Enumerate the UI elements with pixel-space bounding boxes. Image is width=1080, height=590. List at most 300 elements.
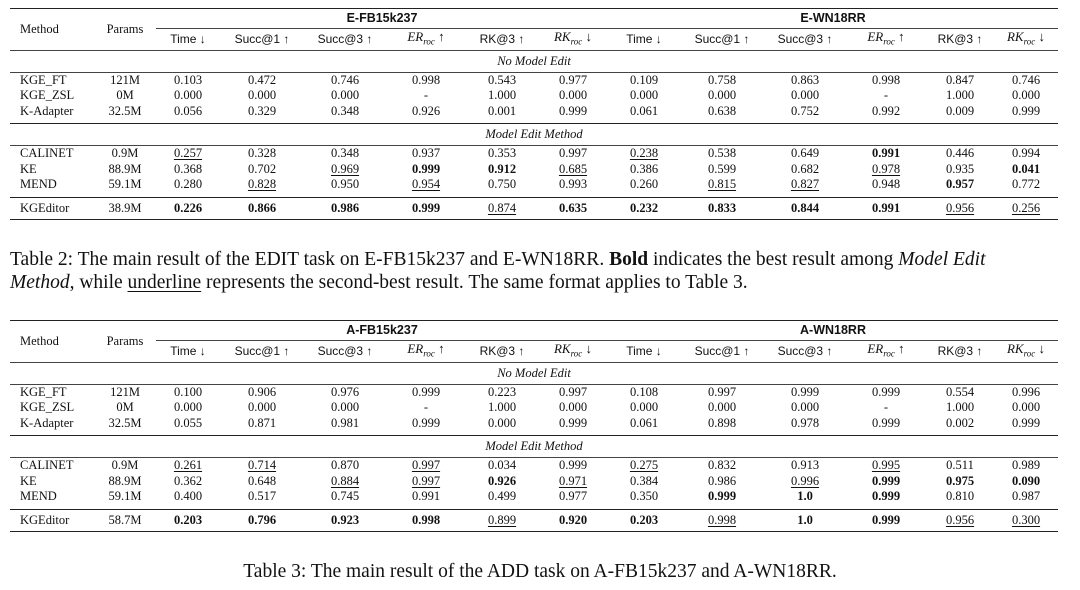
subheader-label: $ER_{roc}$ ↑ — [407, 29, 445, 47]
subheader-label: RK@3 ↑ — [479, 343, 525, 358]
value-cell — [304, 146, 386, 162]
section-row — [10, 436, 1058, 458]
value-text: 0.994 — [1011, 146, 1041, 161]
value-cell — [538, 384, 608, 400]
value-cell — [994, 146, 1058, 162]
value-text: 0.847 — [945, 72, 975, 87]
value-text: 0.999 — [411, 161, 441, 176]
value-text: 0.833 — [707, 200, 737, 215]
value-cell — [846, 88, 926, 104]
value-cell — [994, 72, 1058, 88]
value-text: 1.000 — [945, 400, 975, 415]
subheader-cell — [764, 341, 846, 363]
value-cell — [220, 489, 304, 505]
column-header-params: Params — [94, 9, 156, 51]
value-text: 0.538 — [707, 146, 737, 161]
value-cell — [994, 197, 1058, 219]
value-cell — [304, 72, 386, 88]
value-text: 0.056 — [173, 103, 203, 118]
table-2-caption — [10, 248, 1078, 294]
value-cell — [680, 72, 764, 88]
value-text: 0.090 — [1011, 473, 1041, 488]
table-3 — [10, 320, 1058, 532]
value-cell — [846, 197, 926, 219]
subheader-cell — [680, 341, 764, 363]
value-cell — [220, 400, 304, 416]
value-cell — [156, 104, 220, 120]
params-cell: 59.1M — [108, 177, 142, 192]
value-cell — [466, 458, 538, 474]
value-text: 0.350 — [629, 489, 659, 504]
value-cell — [846, 416, 926, 432]
value-text: 0.997 — [707, 384, 737, 399]
value-cell — [608, 400, 680, 416]
value-text: 0.041 — [1011, 161, 1041, 176]
value-text: 0.400 — [173, 489, 203, 504]
value-text: 0.226 — [173, 200, 203, 215]
value-text: 0.517 — [247, 489, 277, 504]
value-text: 0.796 — [247, 512, 277, 527]
value-cell — [926, 509, 994, 531]
value-text: 0.827 — [790, 177, 820, 192]
subheader-label: RK@3 ↑ — [479, 31, 525, 46]
table-row — [10, 509, 1058, 531]
value-text: 0.000 — [487, 415, 517, 430]
value-text: 0.997 — [411, 473, 441, 488]
value-cell — [466, 88, 538, 104]
params-cell: 59.1M — [108, 489, 142, 504]
value-text: 0.649 — [790, 146, 820, 161]
value-text: 0.993 — [558, 177, 588, 192]
value-cell — [156, 88, 220, 104]
value-cell — [156, 458, 220, 474]
subheader-cell — [220, 341, 304, 363]
value-cell — [764, 509, 846, 531]
value-text: 0.999 — [1011, 415, 1041, 430]
value-text: 0.685 — [558, 161, 588, 176]
value-cell — [926, 162, 994, 178]
value-text: 0.977 — [558, 72, 588, 87]
value-text: 0.682 — [790, 161, 820, 176]
value-text: 0.109 — [629, 72, 659, 87]
value-text: 0.828 — [247, 177, 277, 192]
value-text: 0.998 — [411, 72, 441, 87]
table-row — [10, 489, 1058, 505]
value-text: 0.000 — [247, 88, 277, 103]
method-cell: KE — [20, 161, 37, 176]
value-cell — [304, 88, 386, 104]
value-text: 0.956 — [945, 200, 975, 215]
value-text: 0.986 — [707, 473, 737, 488]
method-cell: MEND — [20, 489, 57, 504]
value-text: 0.815 — [707, 177, 737, 192]
subheader-cell — [386, 341, 466, 363]
value-text: 0.002 — [945, 415, 975, 430]
table-body — [10, 50, 1058, 219]
value-cell — [538, 88, 608, 104]
value-cell — [538, 416, 608, 432]
value-cell — [680, 509, 764, 531]
subheader-cell — [156, 341, 220, 363]
value-text: 0.998 — [707, 512, 737, 527]
value-text: 0.000 — [1011, 88, 1041, 103]
value-text: 0.923 — [330, 512, 360, 527]
table-row — [10, 197, 1058, 219]
subheader-label: Time ↓ — [170, 343, 206, 358]
value-text: 0.898 — [707, 415, 737, 430]
value-text: 0.000 — [173, 88, 203, 103]
column-header-method: Method — [10, 9, 94, 51]
subheader-label: $ER_{roc}$ ↑ — [867, 341, 905, 359]
value-cell — [764, 72, 846, 88]
method-cell: KGE_FT — [20, 72, 67, 87]
value-text: 0.999 — [558, 458, 588, 473]
value-cell — [764, 88, 846, 104]
value-cell — [846, 104, 926, 120]
params-cell: 0M — [116, 400, 134, 415]
value-text: 0.870 — [330, 458, 360, 473]
value-text: 0.884 — [330, 473, 360, 488]
value-text: 0.009 — [945, 103, 975, 118]
section-label: Model Edit Method — [10, 124, 1058, 146]
value-text: 0.232 — [629, 200, 659, 215]
value-text: 0.998 — [411, 512, 441, 527]
value-cell — [994, 474, 1058, 490]
value-cell — [156, 162, 220, 178]
value-text: 0.055 — [173, 415, 203, 430]
value-text: 0.329 — [247, 103, 277, 118]
value-cell — [386, 509, 466, 531]
value-cell — [608, 416, 680, 432]
value-cell — [156, 474, 220, 490]
method-cell: KE — [20, 473, 37, 488]
value-text: 0.948 — [871, 177, 901, 192]
subheader-cell — [994, 29, 1058, 51]
value-cell — [538, 197, 608, 219]
value-text: 0.000 — [629, 88, 659, 103]
value-text: 0.969 — [330, 161, 360, 176]
value-text: 0.998 — [871, 72, 901, 87]
value-text: 0.034 — [487, 458, 517, 473]
value-cell — [680, 400, 764, 416]
subheader-cell — [926, 341, 994, 363]
value-text: 0.978 — [790, 415, 820, 430]
value-cell — [846, 509, 926, 531]
value-text: 0.000 — [1011, 400, 1041, 415]
value-cell — [156, 72, 220, 88]
value-text: 1.0 — [797, 489, 813, 504]
value-cell — [386, 162, 466, 178]
group-header-right: A-WN18RR — [608, 321, 1058, 341]
value-text: - — [423, 88, 429, 103]
value-text: 0.368 — [173, 161, 203, 176]
table-row — [10, 474, 1058, 490]
value-cell — [466, 489, 538, 505]
subheader-cell — [220, 29, 304, 51]
value-text: 0.954 — [411, 177, 441, 192]
value-text: 0.906 — [247, 384, 277, 399]
params-cell: 38.9M — [94, 197, 156, 219]
subheader-label: Time ↓ — [170, 31, 206, 46]
value-text: 0.223 — [487, 384, 517, 399]
value-text: 0.203 — [629, 512, 659, 527]
value-text: 0.103 — [173, 72, 203, 87]
value-cell — [220, 162, 304, 178]
value-cell — [220, 177, 304, 193]
value-text: 0.000 — [247, 400, 277, 415]
value-text: 0.863 — [790, 72, 820, 87]
method-cell: KGE_ZSL — [20, 400, 75, 415]
value-text: 0.280 — [173, 177, 203, 192]
section-row — [10, 50, 1058, 72]
params-cell: 88.9M — [108, 161, 142, 176]
value-text: 0.348 — [330, 146, 360, 161]
value-text: 0.991 — [411, 489, 441, 504]
value-text: 0.999 — [558, 103, 588, 118]
section-label: No Model Edit — [10, 362, 1058, 384]
value-cell — [608, 88, 680, 104]
method-cell: K-Adapter — [20, 415, 74, 430]
table-row — [10, 104, 1058, 120]
value-text: 0.957 — [945, 177, 975, 192]
value-cell — [220, 88, 304, 104]
subheader-label: Succ@3 ↑ — [777, 31, 833, 46]
params-cell: 32.5M — [108, 415, 142, 430]
value-text: 0.000 — [790, 88, 820, 103]
subheader-cell — [156, 29, 220, 51]
value-cell — [764, 489, 846, 505]
value-cell — [926, 474, 994, 490]
value-cell — [538, 146, 608, 162]
method-cell: KGE_FT — [20, 384, 67, 399]
value-text: 0.866 — [247, 200, 277, 215]
value-cell — [764, 162, 846, 178]
subheader-label: Succ@3 ↑ — [777, 343, 833, 358]
subheader-cell — [994, 341, 1058, 363]
value-text: 0.987 — [1011, 489, 1041, 504]
value-cell — [538, 104, 608, 120]
params-cell: 0M — [116, 88, 134, 103]
value-text: 0.999 — [871, 489, 901, 504]
value-text: 0.935 — [945, 161, 975, 176]
subheader-label: $ER_{roc}$ ↑ — [407, 341, 445, 359]
value-cell — [926, 400, 994, 416]
section-label: No Model Edit — [10, 50, 1058, 72]
value-cell — [764, 197, 846, 219]
value-cell — [386, 88, 466, 104]
value-text: 0.746 — [1011, 72, 1041, 87]
value-text: 0.999 — [411, 415, 441, 430]
value-cell — [466, 509, 538, 531]
value-cell — [994, 88, 1058, 104]
value-cell — [466, 416, 538, 432]
value-text: 0.997 — [558, 146, 588, 161]
caption-text: represents the second-best result. The same format applies to Table 3. — [201, 272, 748, 293]
value-cell — [608, 458, 680, 474]
value-cell — [466, 162, 538, 178]
subheader-cell — [304, 29, 386, 51]
value-cell — [926, 72, 994, 88]
value-text: 0.758 — [707, 72, 737, 87]
group-header-left: A-FB15k237 — [156, 321, 608, 341]
value-cell — [538, 400, 608, 416]
value-cell — [994, 489, 1058, 505]
value-cell — [680, 416, 764, 432]
value-cell — [156, 146, 220, 162]
value-text: 0.999 — [707, 489, 737, 504]
table-row — [10, 400, 1058, 416]
value-cell — [846, 474, 926, 490]
value-text: 1.000 — [487, 400, 517, 415]
value-cell — [304, 384, 386, 400]
value-cell — [680, 458, 764, 474]
caption-underline-word: underline — [127, 272, 202, 293]
table-row — [10, 72, 1058, 88]
value-cell — [304, 400, 386, 416]
subheader-row — [10, 29, 1058, 51]
value-text: 0.001 — [487, 103, 517, 118]
value-text: 1.000 — [945, 88, 975, 103]
value-cell — [846, 384, 926, 400]
table-row — [10, 416, 1058, 432]
value-text: 0.260 — [629, 177, 659, 192]
subheader-label: $ER_{roc}$ ↑ — [867, 29, 905, 47]
value-text: 0.599 — [707, 161, 737, 176]
value-cell — [846, 458, 926, 474]
subheader-cell — [846, 29, 926, 51]
value-cell — [304, 489, 386, 505]
value-cell — [926, 177, 994, 193]
caption-bold-word: Bold — [609, 249, 649, 270]
value-text: 0.926 — [411, 103, 441, 118]
value-cell — [386, 197, 466, 219]
value-cell — [926, 146, 994, 162]
value-cell — [926, 458, 994, 474]
value-cell — [926, 88, 994, 104]
subheader-label: $RK_{roc}$ ↓ — [553, 341, 593, 359]
value-cell — [926, 384, 994, 400]
params-cell: 121M — [110, 72, 140, 87]
value-text: 0.543 — [487, 72, 517, 87]
value-text: 0.275 — [629, 458, 659, 473]
value-cell — [926, 104, 994, 120]
value-cell — [608, 72, 680, 88]
value-cell — [156, 489, 220, 505]
subheader-label: Time ↓ — [626, 31, 662, 46]
table-row — [10, 88, 1058, 104]
value-text: 0.832 — [707, 458, 737, 473]
value-cell — [386, 146, 466, 162]
caption-italic-text: Model Edit — [898, 249, 986, 270]
subheader-cell — [608, 29, 680, 51]
value-cell — [304, 458, 386, 474]
value-cell — [304, 474, 386, 490]
value-cell — [220, 197, 304, 219]
value-text: 0.937 — [411, 146, 441, 161]
value-text: 0.745 — [330, 489, 360, 504]
value-text: 0.511 — [946, 458, 974, 473]
value-cell — [846, 72, 926, 88]
value-text: 0.981 — [330, 415, 360, 430]
value-text: 0.752 — [790, 103, 820, 118]
method-cell: KGEditor — [10, 197, 94, 219]
value-text: 0.999 — [871, 512, 901, 527]
value-cell — [386, 474, 466, 490]
value-cell — [680, 197, 764, 219]
subheader-label: $RK_{roc}$ ↓ — [1006, 29, 1046, 47]
value-text: 0.996 — [1011, 384, 1041, 399]
value-cell — [846, 489, 926, 505]
value-cell — [386, 384, 466, 400]
subheader-cell — [466, 29, 538, 51]
value-text: 0.810 — [945, 489, 975, 504]
value-text: 0.976 — [330, 384, 360, 399]
value-text: 0.950 — [330, 177, 360, 192]
value-text: - — [883, 400, 889, 415]
subheader-cell — [538, 29, 608, 51]
value-text: 0.362 — [173, 473, 203, 488]
value-cell — [926, 416, 994, 432]
method-cell: KGEditor — [10, 509, 94, 531]
value-cell — [386, 489, 466, 505]
value-text: 0.328 — [247, 146, 277, 161]
table-row — [10, 384, 1058, 400]
value-cell — [538, 458, 608, 474]
subheader-row — [10, 341, 1058, 363]
value-cell — [386, 400, 466, 416]
method-cell: MEND — [20, 177, 57, 192]
value-cell — [608, 104, 680, 120]
value-cell — [386, 104, 466, 120]
subheader-label: Succ@1 ↑ — [234, 343, 290, 358]
subheader-label: Succ@3 ↑ — [317, 343, 373, 358]
subheader-cell — [538, 341, 608, 363]
value-text: 0.386 — [629, 161, 659, 176]
value-text: - — [883, 88, 889, 103]
subheader-label: Succ@3 ↑ — [317, 31, 373, 46]
subheader-label: $RK_{roc}$ ↓ — [1006, 341, 1046, 359]
value-cell — [156, 197, 220, 219]
table-2 — [10, 8, 1058, 220]
value-cell — [304, 197, 386, 219]
table-row — [10, 162, 1058, 178]
value-text: 0.000 — [558, 88, 588, 103]
value-cell — [846, 177, 926, 193]
value-cell — [994, 458, 1058, 474]
value-text: 0.999 — [1011, 103, 1041, 118]
value-cell — [846, 146, 926, 162]
params-cell: 0.9M — [111, 458, 139, 473]
value-cell — [386, 177, 466, 193]
value-text: 0.975 — [945, 473, 975, 488]
value-cell — [608, 384, 680, 400]
subheader-label: Time ↓ — [626, 343, 662, 358]
value-cell — [220, 72, 304, 88]
value-cell — [386, 458, 466, 474]
value-cell — [304, 509, 386, 531]
value-text: 0.989 — [1011, 458, 1041, 473]
value-text: 0.000 — [707, 400, 737, 415]
value-cell — [608, 162, 680, 178]
group-header-right: E-WN18RR — [608, 9, 1058, 29]
value-cell — [680, 88, 764, 104]
caption-italic-text: Method — [10, 272, 70, 293]
value-text: 0.996 — [790, 473, 820, 488]
value-text: 0.999 — [871, 415, 901, 430]
value-cell — [220, 509, 304, 531]
value-text: 0.635 — [558, 200, 588, 215]
caption-text: , while — [69, 272, 128, 293]
